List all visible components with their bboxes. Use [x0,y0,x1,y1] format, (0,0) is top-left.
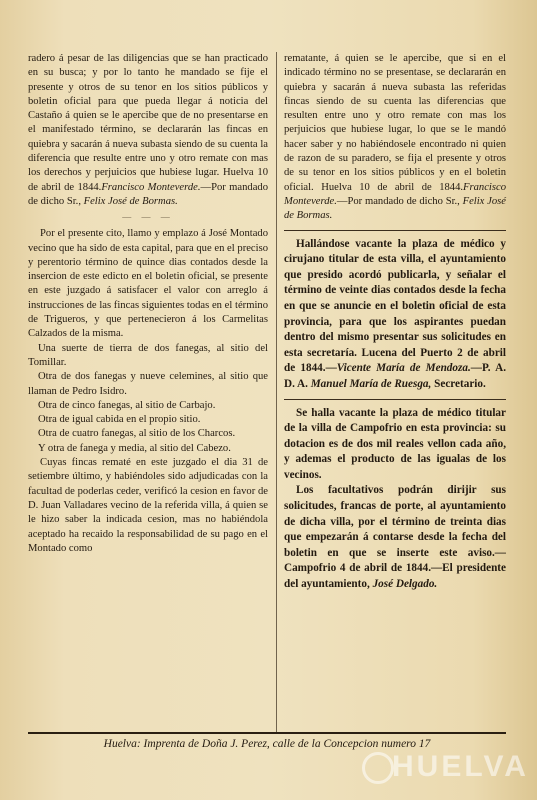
column-divider [276,52,277,732]
printer-imprint: Huelva: Imprenta de Doña J. Perez, calle de la Concepcion numero 17 [28,732,506,750]
clerk-signature: Felix José de Bormas. [284,195,506,222]
vacancy-notice-lucena: Hallándose vacante la plaza de médico y cirujano titular de esta villa, el ayuntamiento que presido acordó publicarla, y señalar el término de veinte dias contados desde la fecha en que se anuncie en el boletin oficial de esta provincia, para que los aspirantes puedan dentro del mismo presentar sus solicitudes en esta secretaría. Lucena del Puerto 2 de abril de 1844.—Vicente María de Mendoza.—P. A. D. A. Manuel María de Ruesga, Secretario. [284,237,506,390]
secretary-role: Secretario. [431,377,486,390]
left-column [28,52,268,556]
mayor-signature: Vicente María de Mendoza. [336,362,471,375]
property-item: Otra de igual cabida en el propio sitio. [38,414,201,426]
property-item: Otra de cuatro fanegas, al sitio de los Charcos. [38,428,236,440]
property-item: Otra de cinco fanegas, al sitio de Carbajo. [38,399,216,411]
edict-text: radero á pesar de las diligencias que se han practicado en su busca; y por lo tanto he mandado se fije el presente y otros de su tenor en los sitios públicos y boletin oficial para que pueda llegar á noticia del Castaño á quien se le apercibe que de no presentarse en el manifestado término, se declararán las fincas en quiebra y sacarán á nueva subasta siendo de su cuenta la diferencia que resulte entre uno y otro remate con mas los derechos y perjuicios que hubiese lugar. Huelva 10 de abril de 1844. [28,53,268,193]
notice-rule [284,230,506,231]
vacancy-notice-campofrio: Se halla vacante la plaza de médico titular de la villa de Campofrio en esta provincia: su dotacion es de dos mil reales vellon cada año, y ademas el producto de las igualas de los vecinos. [284,406,506,481]
vacancy-notice-text: Hallándose vacante la plaza de médico y cirujano titular de esta villa, el ayuntamiento que presido acordó publicarla, y señalar el término de veinte dias contados desde la fecha en que se anuncie en el boletin oficial de esta provincia, para que los aspirantes puedan dentro del mismo presentar sus solicitudes en esta secretaría. Lucena del Puerto 2 de abril de 1844. [284,237,506,375]
auction-paragraph: Cuyas fincas rematé en este juzgado el dia 31 de setiembre último, y habiéndoles sido adjudicadas con la facultad de poderlas ceder, verificó la cesion en favor de D. Juan Valladares vecino de la referida villa, á quien se le hizo saber la indicada cesion, mas no habiéndola aceptado ha recaido la responsabilidad de su pago en el Montado como [28,457,268,554]
summons-paragraph: Por el presente cito, llamo y emplazo á José Montado vecino que ha sido de esta capital, para que en el preciso y perentorio término de quince dias contados desde la insercion de este edicto en el boletin oficial, se presente en este juzgado á satisfacer el valor con arreglo á instrucciones de las fincas siguientes todas en el término de Trigueros, y que pertenecieron á los Carmelitas Calzados de la misma. [28,228,268,340]
application-notice [284,483,506,592]
mandate-text: Por mandado de dicho Sr., [347,195,463,207]
edict-conclusion-text: rematante, á quien se le apercibe, que si en el indicado término no se presentase, se declararán en quiebra y sacarán á nueva subasta las referidas fincas siendo de su cuenta las diferencias que resulten entre uno y otro remate con mas los perjuicios que hubiese lugar, lo que se le mandó hacer saber y no habiéndosele encontrado ni quien de razon de su paradero, se fija el presente y otros de su tenor en los sitios públicos y en el boletin oficial. Huelva 10 de abril de 1844. [284,53,506,193]
president-signature: José Delgado. [372,578,438,591]
application-notice-text: Los facultativos podrán dirijir sus solicitudes, francas de porte, al ayuntamiento de dicha villa, por el término de treinta dias que empezarán á contarse desde la fecha del boletin en que se inserte este aviso.—Campofrio 4 de abril de 1844.—El presidente del ayuntamiento, [284,484,506,591]
edict-continuation: radero á pesar de las diligencias que se han practicado en su busca; y por lo tanto he mandado se fije el presente y otros de su tenor en los sitios públicos y boletin oficial para que pueda llegar á noticia del Castaño á quien se le apercibe que de no presentarse en el manifestado término, se declararán las fincas en quiebra y sacarán á nueva subasta siendo de su cuenta la diferencia que resulte entre uno y otro remate con mas los derechos y perjuicios que hubiese lugar. Huelva 10 de abril de 1844.Francisco Monteverde.—Por mandado de dicho Sr., Felix José de Bormas. [28,53,268,207]
edict-conclusion: rematante, á quien se le apercibe, que si en el indicado término no se presentase, se declararán en quiebra y sacarán á nueva subasta las referidas fincas siendo de su cuenta las diferencias que resulten entre uno y otro remate con mas los perjuicios que hubiese lugar, lo que se le mandó hacer saber y no habiéndosele encontrado ni quien de razon de su paradero, se fija el presente y otros de su tenor en los sitios públicos y en el boletin oficial. Huelva 10 de abril de 1844.Francisco Monteverde.—Por mandado de dicho Sr., Felix José de Bormas. [284,53,506,222]
mandate-text: Por mandado de dicho Sr., [28,181,268,207]
notice-rule [284,399,506,400]
right-column [284,52,506,593]
judge-signature: Francisco Monteverde. [101,181,201,193]
archive-watermark: HUELVA [392,750,529,783]
section-separator: — — — [122,212,174,223]
property-item: Otra de dos fanegas y nueve celemines, al sitio que llaman de Pedro Isidro. [28,371,268,397]
watermark-logo-icon [362,752,394,784]
notice-abbrev: P. A. D. A. [284,362,506,390]
judge-signature: Francisco Monteverde. [284,181,506,207]
property-item: Una suerte de tierra de dos fanegas, al sitio del Tomillar. [28,342,268,368]
clerk-signature: Felix José de Bormas. [83,195,178,207]
property-item: Y otra de fanega y media, al sitio del Cabezo. [38,442,231,454]
secretary-signature: Manuel María de Ruesga, [310,377,432,390]
